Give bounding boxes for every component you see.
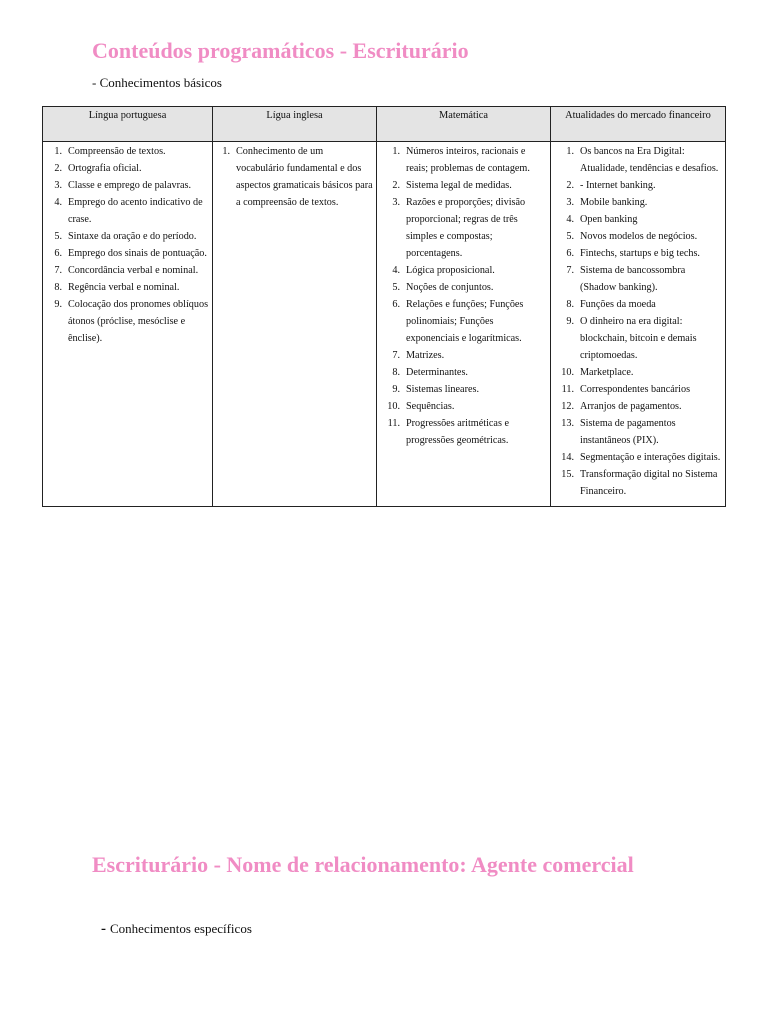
list-item-text: Relações e funções; Funções polinomiais; Funções exponenciais e logarítmicas. bbox=[406, 299, 524, 344]
list-item-number: 9. bbox=[54, 299, 62, 310]
list-item-number: 10. bbox=[561, 367, 574, 378]
list-item-text: Segmentação e interações digitais. bbox=[580, 452, 721, 463]
section-subtitle-specific bbox=[101, 921, 252, 937]
list-item-number: 3. bbox=[392, 197, 400, 208]
list-item-number: 1. bbox=[54, 146, 62, 157]
list-item bbox=[46, 262, 209, 279]
list-item-text: Sistema de bancossombra (Shadow banking). bbox=[580, 265, 686, 293]
list-item-number: 7. bbox=[54, 265, 62, 276]
list-item-text: Os bancos na Era Digital: Atualidade, tendências e desafios. bbox=[580, 146, 719, 174]
list-item bbox=[554, 296, 722, 313]
list-item-text: Sistema legal de medidas. bbox=[406, 180, 512, 191]
list-item-number: 9. bbox=[566, 316, 574, 327]
list-item-text: Lógica proposicional. bbox=[406, 265, 495, 276]
list-item bbox=[46, 194, 209, 228]
topic-list bbox=[380, 143, 547, 449]
list-item bbox=[554, 143, 722, 177]
list-item-text: Matrizes. bbox=[406, 350, 445, 361]
list-item-number: 7. bbox=[392, 350, 400, 361]
header-atualidades-mercado-financeiro: Atualidades do mercado financeiro bbox=[551, 107, 726, 142]
list-item-text: Conhecimento de um vocabulário fundamental e dos aspectos gramaticais básicos para a compreensão de textos. bbox=[236, 146, 373, 208]
section-title-escriturario: Conteúdos programáticos - Escriturário bbox=[92, 38, 469, 63]
cell-lingua-inglesa bbox=[213, 142, 377, 507]
list-item bbox=[554, 211, 722, 228]
list-item-text: O dinheiro na era digital: blockchain, bitcoin e demais criptomoedas. bbox=[580, 316, 697, 361]
list-item-number: 6. bbox=[54, 248, 62, 259]
list-item-number: 3. bbox=[54, 180, 62, 191]
cell-matematica bbox=[377, 142, 551, 507]
list-item bbox=[554, 398, 722, 415]
list-item-text: Sistemas lineares. bbox=[406, 384, 479, 395]
list-item-text: - Internet banking. bbox=[580, 180, 656, 191]
list-item-text: Correspondentes bancários bbox=[580, 384, 691, 395]
list-item-number: 1. bbox=[566, 146, 574, 157]
list-item bbox=[380, 194, 547, 262]
list-item-text: Sintaxe da oração e do período. bbox=[68, 231, 197, 242]
header-lingua-portuguesa: Língua portuguesa bbox=[43, 107, 213, 142]
list-item-number: 8. bbox=[566, 299, 574, 310]
list-item-text: Mobile banking. bbox=[580, 197, 648, 208]
list-item-number: 8. bbox=[54, 282, 62, 293]
list-item-number: 4. bbox=[54, 197, 62, 208]
list-item-text: Sistema de pagamentos instantâneos (PIX). bbox=[580, 418, 676, 446]
topic-list bbox=[216, 143, 373, 211]
list-item-text: Razões e proporções; divisão proporcional; regras de três simples e compostas; porcentagens. bbox=[406, 197, 526, 259]
list-item-text: Progressões aritméticas e progressões geométricas. bbox=[406, 418, 509, 446]
list-item bbox=[554, 415, 722, 449]
list-item bbox=[380, 262, 547, 279]
list-item bbox=[46, 143, 209, 160]
list-item-number: 3. bbox=[566, 197, 574, 208]
list-item-number: 2. bbox=[392, 180, 400, 191]
list-item-number: 11. bbox=[561, 384, 574, 395]
list-item bbox=[46, 245, 209, 262]
list-item bbox=[380, 415, 547, 449]
list-item-text: Regência verbal e nominal. bbox=[68, 282, 180, 293]
cell-atualidades bbox=[551, 142, 726, 507]
list-item bbox=[380, 398, 547, 415]
list-item bbox=[46, 160, 209, 177]
list-item-text: Novos modelos de negócios. bbox=[580, 231, 698, 242]
list-item-text: Classe e emprego de palavras. bbox=[68, 180, 192, 191]
list-item-number: 12. bbox=[561, 401, 574, 412]
subtitle-dash: - bbox=[101, 921, 106, 937]
list-item bbox=[46, 228, 209, 245]
list-item-number: 6. bbox=[566, 248, 574, 259]
list-item-number: 2. bbox=[566, 180, 574, 191]
list-item-number: 13. bbox=[561, 418, 574, 429]
list-item-number: 5. bbox=[54, 231, 62, 242]
list-item bbox=[46, 177, 209, 194]
cell-lingua-portuguesa bbox=[43, 142, 213, 507]
list-item bbox=[380, 347, 547, 364]
list-item-text: Marketplace. bbox=[580, 367, 634, 378]
list-item bbox=[554, 313, 722, 364]
table-row bbox=[43, 142, 726, 507]
list-item-text: Emprego do acento indicativo de crase. bbox=[68, 197, 203, 225]
list-item bbox=[554, 364, 722, 381]
list-item-text: Transformação digital no Sistema Financeiro. bbox=[580, 469, 718, 497]
list-item bbox=[554, 194, 722, 211]
list-item-text: Ortografia oficial. bbox=[68, 163, 142, 174]
list-item-number: 1. bbox=[222, 146, 230, 157]
list-item-text: Números inteiros, racionais e reais; problemas de contagem. bbox=[406, 146, 530, 174]
list-item-number: 15. bbox=[561, 469, 574, 480]
section-title-agente-comercial: Escriturário - Nome de relacionamento: Agente comercial bbox=[92, 852, 634, 877]
section-subtitle-basic: - Conhecimentos básicos bbox=[92, 75, 222, 90]
list-item-text: Open banking bbox=[580, 214, 638, 225]
list-item-text: Emprego dos sinais de pontuação. bbox=[68, 248, 207, 259]
syllabus-table bbox=[42, 106, 726, 507]
list-item bbox=[554, 228, 722, 245]
list-item bbox=[554, 466, 722, 500]
list-item-number: 4. bbox=[566, 214, 574, 225]
list-item-number: 2. bbox=[54, 163, 62, 174]
list-item bbox=[554, 177, 722, 194]
list-item-number: 11. bbox=[387, 418, 400, 429]
list-item bbox=[46, 279, 209, 296]
list-item-text: Funções da moeda bbox=[580, 299, 656, 310]
list-item bbox=[380, 279, 547, 296]
list-item-number: 4. bbox=[392, 265, 400, 276]
list-item-number: 8. bbox=[392, 367, 400, 378]
list-item bbox=[380, 143, 547, 177]
topic-list bbox=[554, 143, 722, 500]
list-item bbox=[380, 381, 547, 398]
header-matematica: Matemática bbox=[377, 107, 551, 142]
list-item bbox=[380, 296, 547, 347]
topic-list bbox=[46, 143, 209, 347]
list-item-number: 10. bbox=[387, 401, 400, 412]
list-item-text: Colocação dos pronomes oblíquos átonos (próclise, mesóclise e ênclise). bbox=[68, 299, 209, 344]
list-item-text: Fintechs, startups e big techs. bbox=[580, 248, 700, 259]
list-item-text: Compreensão de textos. bbox=[68, 146, 166, 157]
list-item-text: Sequências. bbox=[406, 401, 455, 412]
list-item-number: 14. bbox=[561, 452, 574, 463]
list-item-number: 5. bbox=[392, 282, 400, 293]
list-item-text: Concordância verbal e nominal. bbox=[68, 265, 199, 276]
list-item bbox=[216, 143, 373, 211]
list-item bbox=[554, 381, 722, 398]
table-header-row bbox=[43, 107, 726, 142]
list-item bbox=[46, 296, 209, 347]
list-item-number: 9. bbox=[392, 384, 400, 395]
list-item bbox=[554, 262, 722, 296]
subtitle-text: Conhecimentos específicos bbox=[110, 921, 252, 936]
header-lingua-inglesa: Lígua inglesa bbox=[213, 107, 377, 142]
list-item-number: 6. bbox=[392, 299, 400, 310]
list-item-number: 5. bbox=[566, 231, 574, 242]
list-item-text: Determinantes. bbox=[406, 367, 468, 378]
list-item bbox=[380, 177, 547, 194]
list-item bbox=[554, 449, 722, 466]
list-item bbox=[380, 364, 547, 381]
list-item-number: 7. bbox=[566, 265, 574, 276]
list-item-number: 1. bbox=[392, 146, 400, 157]
list-item bbox=[554, 245, 722, 262]
list-item-text: Arranjos de pagamentos. bbox=[580, 401, 682, 412]
list-item-text: Noções de conjuntos. bbox=[406, 282, 494, 293]
